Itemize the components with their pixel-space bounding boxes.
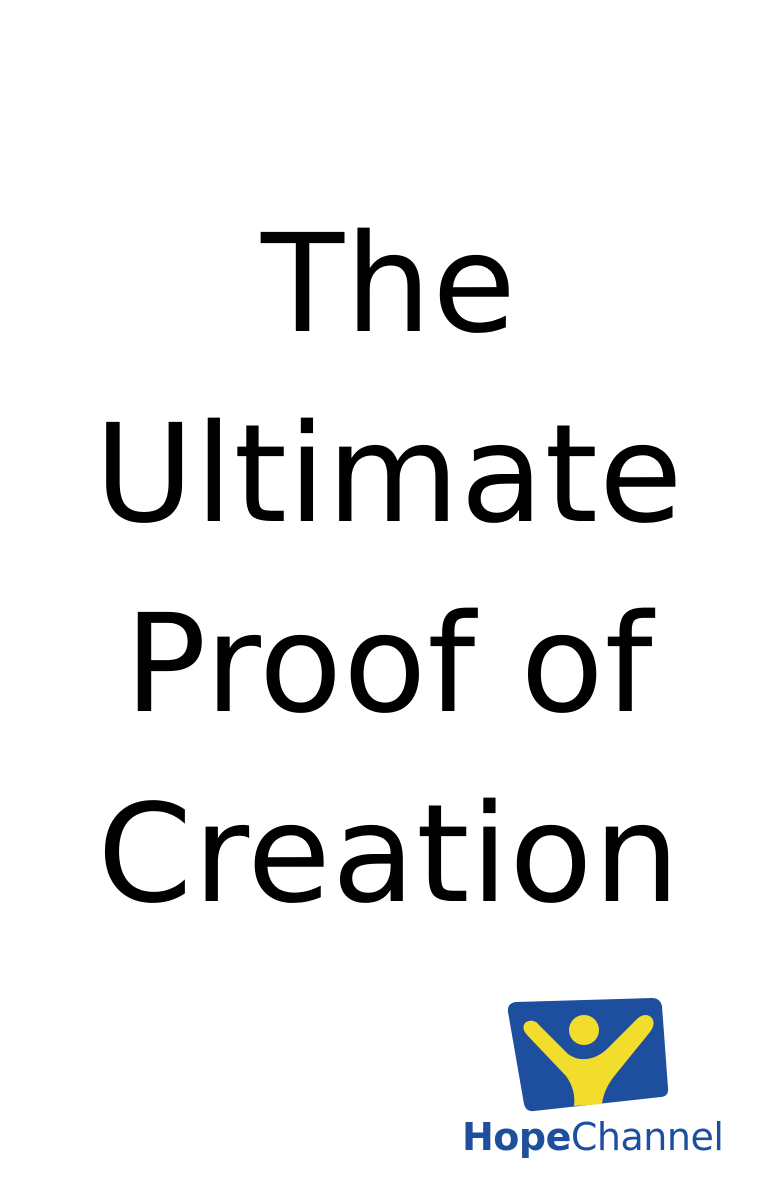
hope-channel-logo — [462, 996, 724, 1166]
page-title — [0, 190, 778, 950]
hope-channel-wordmark — [462, 1114, 724, 1160]
title-line-3: Proof of — [124, 586, 654, 744]
title-line-1: The — [261, 206, 517, 364]
title-line-4: Creation — [97, 776, 681, 934]
logo-word-channel: Channel — [570, 1115, 724, 1159]
hope-channel-logo-icon — [504, 996, 670, 1114]
logo-word-hope: Hope — [462, 1115, 571, 1159]
title-line-2: Ultimate — [94, 396, 684, 554]
